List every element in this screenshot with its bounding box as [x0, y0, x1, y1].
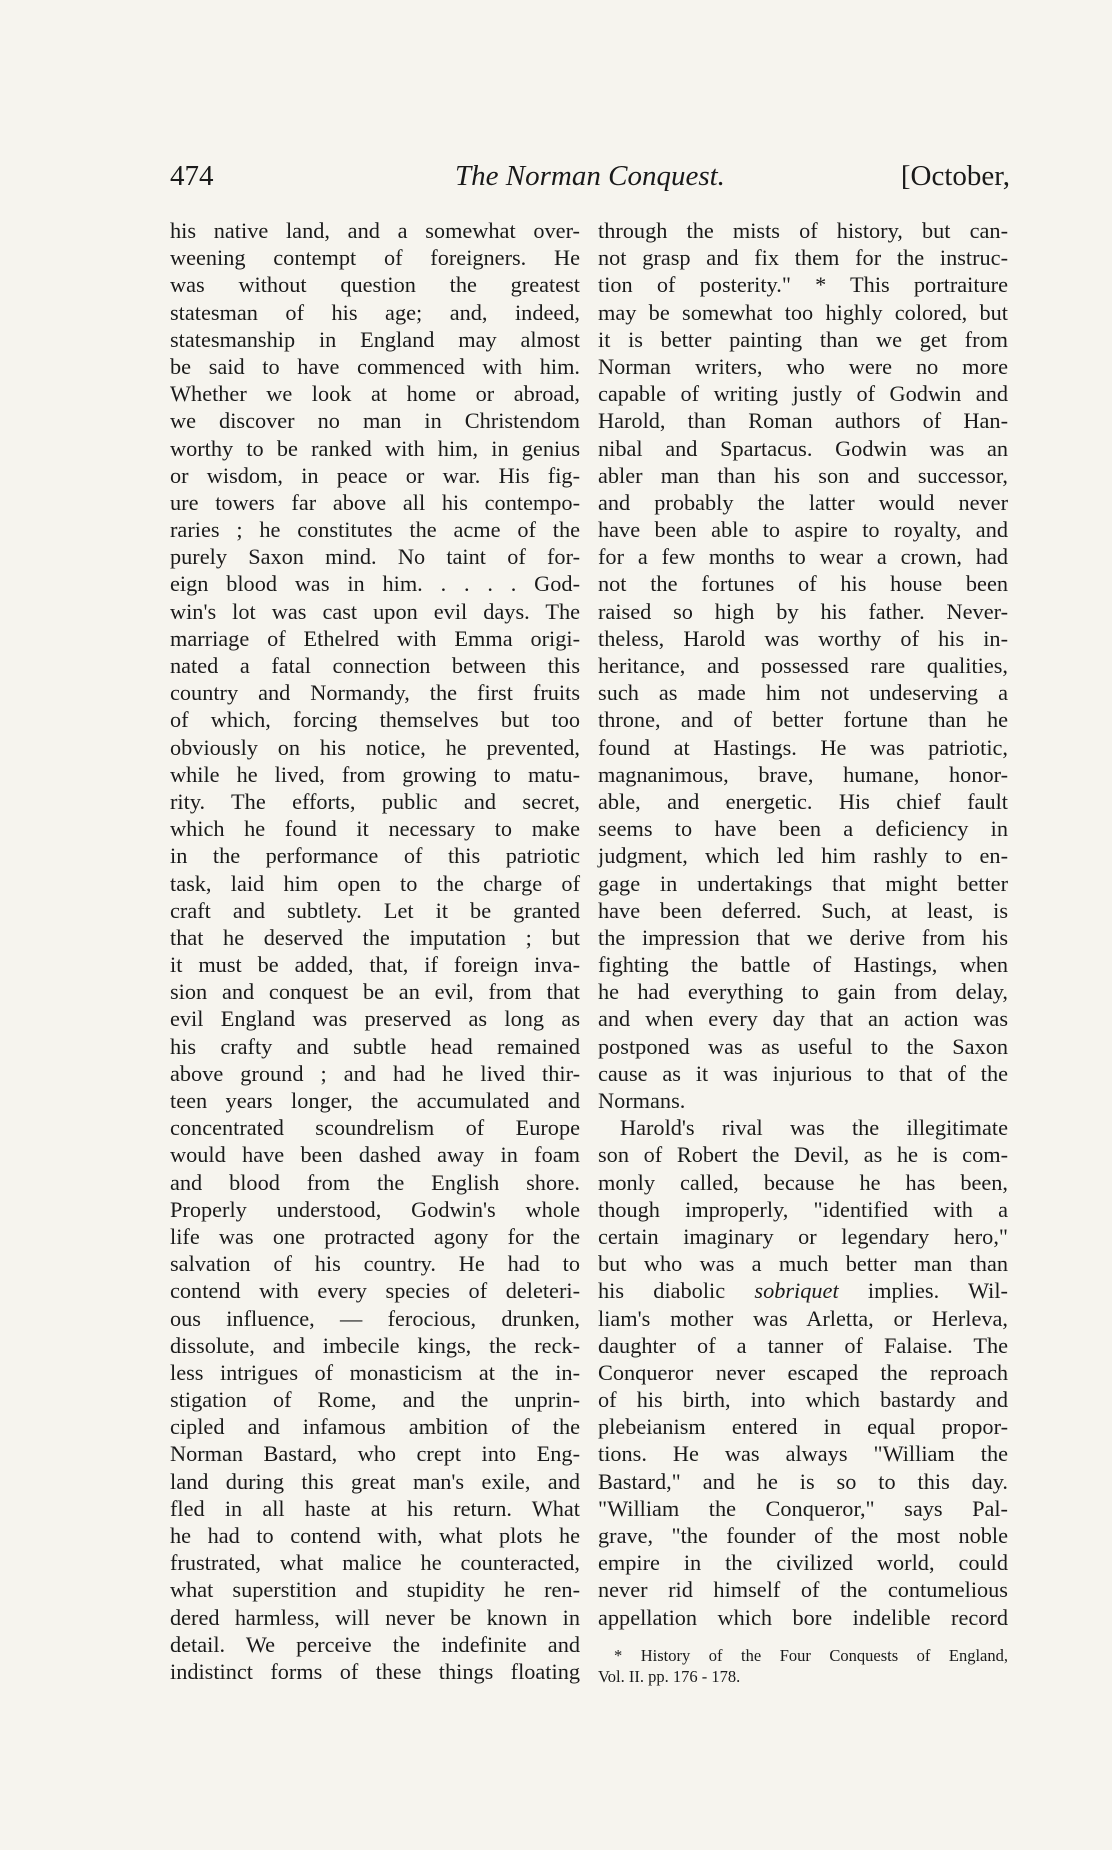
text-line: raries ; he constitutes the acme of the [170, 517, 580, 543]
text-line: purely Saxon mind. No taint of for- [170, 544, 580, 570]
text-line: it must be added, that, if foreign inva- [170, 952, 580, 978]
text-line: the impression that we derive from his [598, 924, 1008, 950]
text-line: abler man than his son and successor, [598, 462, 1008, 488]
text-line: certain imaginary or legendary hero," [598, 1223, 1008, 1249]
text-line: he had everything to gain from delay, [598, 979, 1008, 1005]
text-line [598, 1277, 1008, 1304]
text-line: life was one protracted agony for the [170, 1223, 580, 1249]
text-line: son of Robert the Devil, as he is com- [598, 1142, 1008, 1168]
text-line: Bastard," and he is so to this day. [598, 1468, 1008, 1494]
text-line: magnanimous, brave, humane, honor- [598, 761, 1008, 787]
text-line: tions. He was always "William the [598, 1441, 1008, 1467]
text-line: Norman Bastard, who crept into Eng- [170, 1441, 580, 1467]
text-line: task, laid him open to the charge of [170, 870, 580, 896]
text-line: win's lot was cast upon evil days. The [170, 598, 580, 624]
text-line: statesmanship in England may almost [170, 326, 580, 352]
text-segment: implies. Wil- [867, 1278, 1008, 1304]
text-line: dissolute, and imbecile kings, the reck- [170, 1332, 580, 1358]
text-line: weening contempt of foreigners. He [170, 245, 580, 271]
text-line: may be somewhat too highly colored, but [598, 299, 1008, 325]
text-line: Conqueror never escaped the reproach [598, 1359, 1008, 1385]
text-line: Whether we look at home or abroad, [170, 381, 580, 407]
text-line: indistinct forms of these things floating [170, 1658, 580, 1684]
text-line: what superstition and stupidity he ren- [170, 1577, 580, 1603]
text-line: able, and energetic. His chief fault [598, 788, 1008, 814]
text-line: seems to have been a deficiency in [598, 816, 1008, 842]
text-line: concentrated scoundrelism of Europe [170, 1115, 580, 1141]
text-line: his crafty and subtle head remained [170, 1033, 580, 1059]
page-number: 474 [170, 160, 214, 192]
text-line: not the fortunes of his house been [598, 571, 1008, 597]
text-line: obviously on his notice, he prevented, [170, 734, 580, 760]
text-line: was without question the greatest [170, 272, 580, 298]
running-header [170, 160, 1010, 200]
text-line: through the mists of history, but can- [598, 218, 1008, 243]
text-line: or wisdom, in peace or war. His fig- [170, 462, 580, 488]
text-line: of his birth, into which bastardy and [598, 1387, 1008, 1413]
text-line: teen years longer, the accumulated and [170, 1088, 580, 1113]
text-line: we discover no man in Christendom [170, 408, 580, 434]
text-line: country and Normandy, the first fruits [170, 680, 580, 706]
text-line: such as made him not undeserving a [598, 680, 1008, 706]
text-line: heritance, and possessed rare qualities, [598, 653, 1008, 678]
text-line: dered harmless, will never be known in [170, 1604, 580, 1630]
running-title: The Norman Conquest. [455, 160, 725, 192]
text-line: statesman of his age; and, indeed, [170, 299, 580, 325]
text-line: sion and conquest be an evil, from that [170, 979, 580, 1005]
issue-month: [October, [900, 160, 1010, 192]
text-line: detail. We perceive the indefinite and [170, 1631, 580, 1657]
text-line: gage in undertakings that might better [598, 870, 1008, 896]
text-line: be said to have commenced with him. [170, 353, 580, 379]
text-line: not grasp and fix them for the instruc- [598, 245, 1008, 271]
text-line: nibal and Spartacus. Godwin was an [598, 435, 1008, 461]
footnote [598, 1645, 1008, 1687]
text-line: and blood from the English shore. [170, 1169, 580, 1195]
text-line: ure towers far above all his contempo- [170, 489, 580, 515]
text-line: which he found it necessary to make [170, 816, 580, 842]
text-line: while he lived, from growing to matu- [170, 761, 580, 787]
text-line: for a few months to wear a crown, had [598, 544, 1008, 570]
text-line: empire in the civilized world, could [598, 1550, 1008, 1576]
text-line: it is better painting than we get from [598, 326, 1008, 352]
text-line: Norman writers, who were no more [598, 353, 1008, 379]
text-line: that he deserved the imputation ; but [170, 924, 580, 950]
text-line: Normans. [598, 1088, 686, 1113]
text-line: frustrated, what malice he counteracted, [170, 1550, 580, 1576]
text-line: raised so high by his father. Never- [598, 598, 1008, 624]
text-line: nated a fatal connection between this [170, 653, 580, 678]
text-line: contend with every species of deleteri- [170, 1278, 580, 1304]
text-line: would have been dashed away in foam [170, 1142, 580, 1168]
text-line: evil England was preserved as long as [170, 1006, 580, 1032]
text-line: capable of writing justly of Godwin and [598, 381, 1008, 407]
text-line: above ground ; and had he lived thir- [170, 1060, 580, 1086]
text-line: found at Hastings. He was patriotic, [598, 734, 1008, 760]
text-line: land during this great man's exile, and [170, 1468, 580, 1494]
left-text-column [170, 217, 580, 1685]
text-line: liam's mother was Arletta, or Herleva, [598, 1305, 1008, 1331]
text-line: worthy to be ranked with him, in genius [170, 435, 580, 461]
footnote-line: * History of the Four Conquests of England, [614, 1645, 1008, 1665]
text-line: of which, forcing themselves but too [170, 707, 580, 733]
text-line: though improperly, "identified with a [598, 1196, 1008, 1222]
text-line: less intrigues of monasticism at the in- [170, 1359, 580, 1385]
text-line: appellation which bore indelible record [598, 1604, 1008, 1630]
text-line: rity. The efforts, public and secret, [170, 788, 580, 814]
text-line: have been deferred. Such, at least, is [598, 897, 1008, 923]
text-line: cipled and infamous ambition of the [170, 1414, 580, 1440]
text-line: Harold's rival was the illegitimate [620, 1115, 1008, 1141]
text-line: judgment, which led him rashly to en- [598, 843, 1008, 869]
text-line: marriage of Ethelred with Emma origi- [170, 625, 580, 651]
text-line: and probably the latter would never [598, 489, 1008, 515]
text-line: Harold, than Roman authors of Han- [598, 408, 1008, 434]
text-line: stigation of Rome, and the unprin- [170, 1387, 580, 1413]
text-line: ous influence, — ferocious, drunken, [170, 1305, 580, 1331]
text-line: grave, "the founder of the most noble [598, 1523, 1008, 1548]
text-line: monly called, because he has been, [598, 1169, 1008, 1195]
text-line: Properly understood, Godwin's whole [170, 1196, 580, 1222]
text-segment: his diabolic [598, 1278, 726, 1304]
footnote-line: Vol. II. pp. 176 - 178. [598, 1666, 741, 1686]
text-line: fled in all haste at his return. What [170, 1495, 580, 1521]
text-line: in the performance of this patriotic [170, 843, 580, 869]
right-text-column [598, 217, 1008, 1687]
italic-word: sobriquet [754, 1278, 839, 1304]
text-line: have been able to aspire to royalty, and [598, 517, 1008, 543]
text-line: theless, Harold was worthy of his in- [598, 625, 1008, 651]
text-line: postponed was as useful to the Saxon [598, 1033, 1008, 1059]
text-line: craft and subtlety. Let it be granted [170, 897, 580, 923]
text-line: tion of posterity." * This portraiture [598, 272, 1008, 298]
text-line: cause as it was injurious to that of the [598, 1060, 1008, 1086]
text-line: eign blood was in him. . . . . God- [170, 571, 580, 597]
text-line: fighting the battle of Hastings, when [598, 952, 1008, 978]
text-line: plebeianism entered in equal propor- [598, 1414, 1008, 1440]
text-line: never rid himself of the contumelious [598, 1577, 1008, 1603]
text-line: salvation of his country. He had to [170, 1251, 580, 1277]
text-line: his native land, and a somewhat over- [170, 218, 580, 243]
text-line: he had to contend with, what plots he [170, 1523, 580, 1548]
text-line: daughter of a tanner of Falaise. The [598, 1332, 1008, 1358]
text-line: but who was a much better man than [598, 1251, 1008, 1277]
text-line: and when every day that an action was [598, 1006, 1008, 1032]
text-line: throne, and of better fortune than he [598, 707, 1008, 733]
text-line: "William the Conqueror," says Pal- [598, 1495, 1008, 1521]
